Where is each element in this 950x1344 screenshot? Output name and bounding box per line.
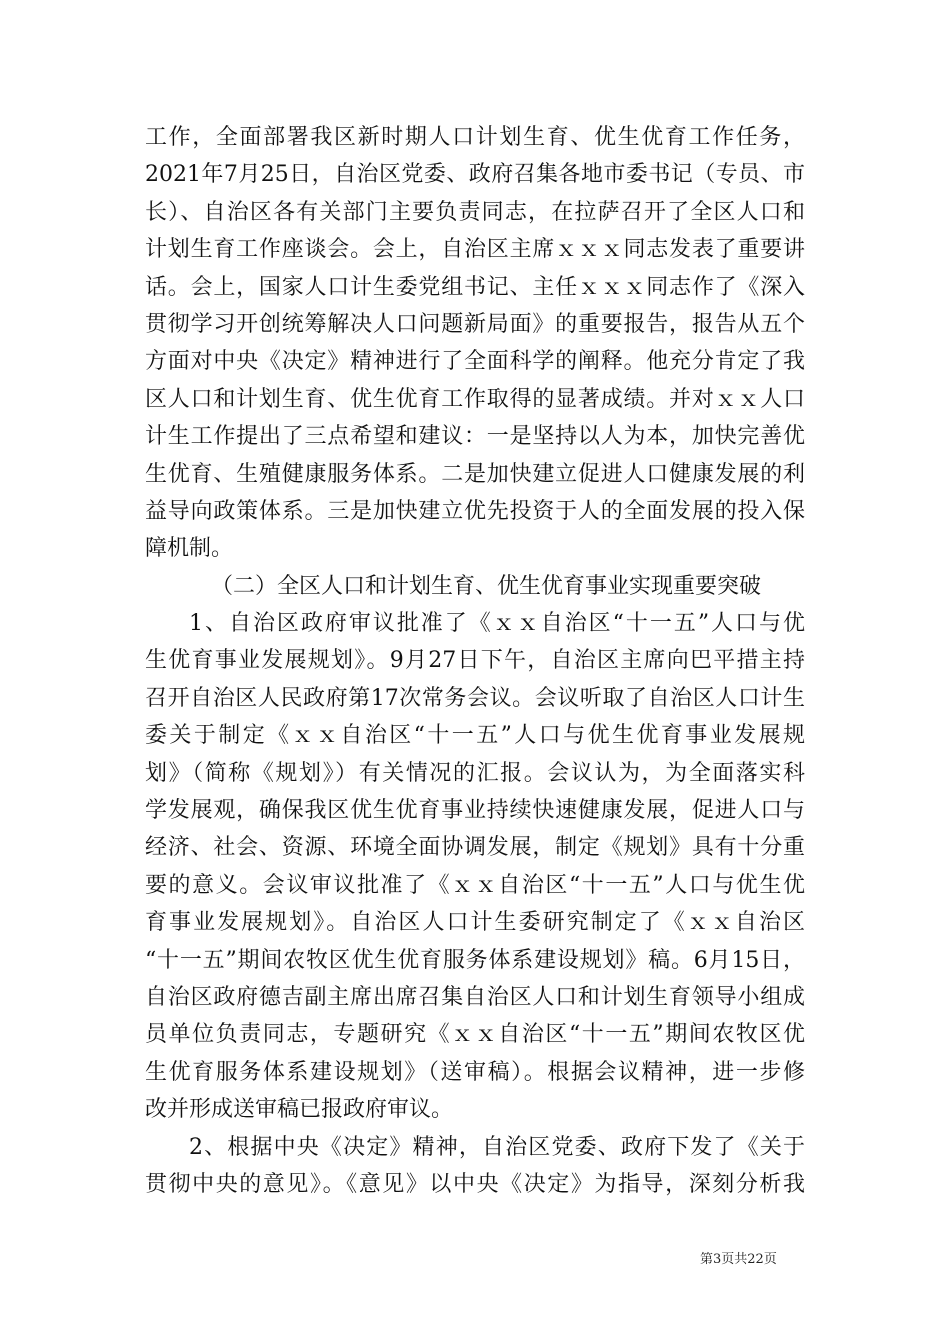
text-line: 育事业发展规划》。自治区人口计生委研究制定了《ｘｘ自治区 <box>145 910 805 936</box>
text-line: 计生工作提出了三点希望和建议：一是坚持以人为本，加快完善优 <box>145 424 805 450</box>
text-line: 要的意义。会议审议批准了《ｘｘ自治区“十一五”人口与优生优 <box>145 872 805 898</box>
text-line: 方面对中央《决定》精神进行了全面科学的阐释。他充分肯定了我 <box>145 349 805 375</box>
text-line: 贯彻学习开创统筹解决人口问题新局面》的重要报告，报告从五个 <box>145 311 805 337</box>
text-line: 改并形成送审稿已报政府审议。 <box>145 1097 454 1123</box>
text-line: 长）、自治区各有关部门主要负责同志，在拉萨召开了全区人口和 <box>145 199 805 225</box>
text-line: 2、根据中央《决定》精神，自治区党委、政府下发了《关于 <box>189 1134 805 1160</box>
text-line: 委关于制定《ｘｘ自治区“十一五”人口与优生优育事业发展规 <box>145 723 805 749</box>
document-body <box>145 119 805 1203</box>
page-number: 第3页共22页 <box>700 1252 777 1267</box>
text-line: 经济、社会、资源、环境全面协调发展，制定《规划》具有十分重 <box>145 835 805 861</box>
text-line: 划》（简称《规划》）有关情况的汇报。会议认为，为全面落实科 <box>145 760 805 786</box>
text-line: 员单位负责同志，专题研究《ｘｘ自治区“十一五”期间农牧区优 <box>145 1022 805 1048</box>
text-line: 2021年7月25日，自治区党委、政府召集各地市委书记（专员、市 <box>145 162 805 188</box>
text-line: 生优育服务体系建设规划》（送审稿）。根据会议精神，进一步修 <box>145 1059 805 1085</box>
text-line: 生优育事业发展规划》。9月27日下午，自治区主席向巴平措主持 <box>145 648 805 674</box>
section-heading: （二）全区人口和计划生育、优生优育事业实现重要突破 <box>211 573 762 599</box>
text-line: 工作，全面部署我区新时期人口计划生育、优生优育工作任务， <box>145 125 805 150</box>
text-line: 计划生育工作座谈会。会上，自治区主席ｘｘｘ同志发表了重要讲 <box>145 237 805 263</box>
text-line: 障机制。 <box>145 536 234 562</box>
text-line: 自治区政府德吉副主席出席召集自治区人口和计划生育领导小组成 <box>145 984 805 1010</box>
text-line: 益导向政策体系。三是加快建立优先投资于人的全面发展的投入保 <box>145 498 805 524</box>
text-line: “十一五”期间农牧区优生优育服务体系建设规划》稿。6月15日， <box>145 947 805 973</box>
text-line: 贯彻中央的意见》。《意见》以中央《决定》为指导，深刻分析我 <box>145 1171 805 1197</box>
text-line: 话。会上，国家人口计生委党组书记、主任ｘｘｘ同志作了《深入 <box>145 274 805 300</box>
text-line: 区人口和计划生育、优生优育工作取得的显著成绩。并对ｘｘ人口 <box>145 386 805 412</box>
text-line: 召开自治区人民政府第17次常务会议。会议听取了自治区人口计生 <box>145 685 805 711</box>
text-line: 生优育、生殖健康服务体系。二是加快建立促进人口健康发展的利 <box>145 461 805 487</box>
text-line: 学发展观，确保我区优生优育事业持续快速健康发展，促进人口与 <box>145 798 805 824</box>
text-line: 1、自治区政府审议批准了《ｘｘ自治区“十一五”人口与优 <box>189 611 805 637</box>
